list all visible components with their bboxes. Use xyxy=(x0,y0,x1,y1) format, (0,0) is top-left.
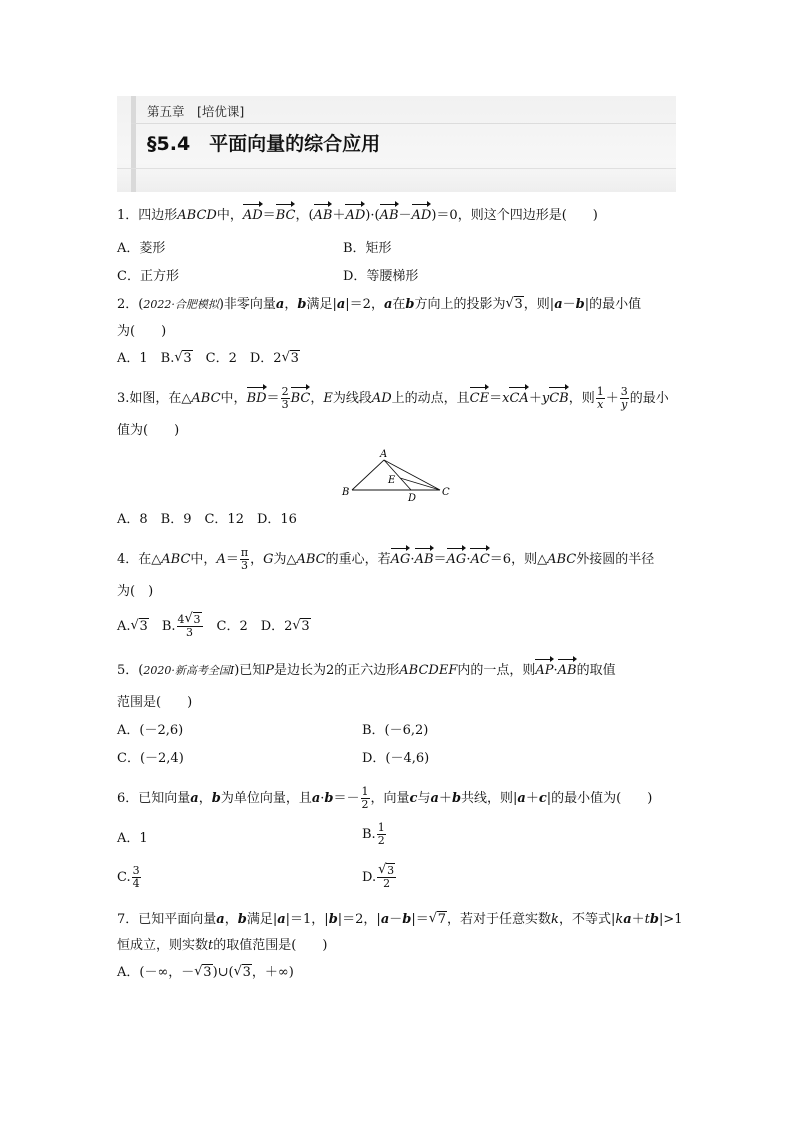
q1-option-c: C．正方形 xyxy=(117,269,179,284)
q5-source: 2020·新高考全国Ⅰ xyxy=(143,664,235,677)
q5-option-b: B．(－6,2) xyxy=(362,723,429,738)
banner-divider xyxy=(131,123,676,124)
banner-accent-bar xyxy=(131,96,136,192)
side-ba xyxy=(352,460,384,490)
q6-option-a: A．1 xyxy=(117,831,148,846)
q5-option-c: C．(－2,4) xyxy=(117,751,184,766)
label-a: A xyxy=(380,449,388,460)
q1-option-b: B．矩形 xyxy=(343,241,392,256)
q7-option-a: A．(－∞，－√ 3)∪(√ 3，＋∞) xyxy=(117,964,294,982)
question-5: 5．(2020·新高考全国Ⅰ)已知P是边长为2的正六边形ABCDEF内的一点，则AP·AB的取值 xyxy=(117,663,616,678)
question-1: 1．四边形ABCD中，AD＝BC，(AB＋AD)·(AB－AD)＝0，则这个四边形是( ) xyxy=(117,208,598,223)
q1-option-a: A．菱形 xyxy=(117,241,166,256)
banner-bottom-line xyxy=(117,168,676,169)
question-2-line2: 为( ) xyxy=(117,324,167,339)
question-4-line2: 为( ) xyxy=(117,584,154,599)
label-c: C xyxy=(442,487,450,498)
q3-options: A．8 B．9 C．12 D．16 xyxy=(117,512,297,527)
q1-option-d: D．等腰梯形 xyxy=(343,269,419,284)
question-2: 2．(2022·合肥模拟)非零向量a，b满足|a|＝2，a在b方向上的投影为√ 3，则|a－b|的最小值 xyxy=(117,296,641,314)
question-7: 7．已知平面向量a，b满足|a|＝1，|b|＝2，|a－b|＝√ 7，若对于任意实数k，不等式|ka＋tb|>1 xyxy=(117,911,683,929)
question-4: 4．在△ABC中，A＝ $\frac{\pi}{3}$ ，G为△ABC的重心，若AG·AB＝AG·AC＝6，则△ABC外接圆的半径 xyxy=(117,546,655,572)
question-3: 3.如图，在△ABC中，BD＝ $\frac{2}{3}$ BC，E为线段AD上的动点，且CE＝xCA＋yCB，则 $\frac{1}{x}$ ＋ $\frac{3}{y}$ 的最小 xyxy=(117,385,669,411)
question-5-line2: 范围是( ) xyxy=(117,695,193,710)
q5-option-d: D．(－4,6) xyxy=(362,751,430,766)
q2-source: 2022·合肥模拟 xyxy=(143,298,219,311)
chapter-banner xyxy=(117,96,676,192)
q6-option-b: B. $\frac{1}{2}$ xyxy=(362,821,385,847)
question-3-line2: 值为( ) xyxy=(117,423,180,438)
label-e: E xyxy=(388,475,396,486)
chapter-label: 第五章 [培优课] xyxy=(147,104,245,119)
q6-option-c: C. $\frac{3}{4}$ xyxy=(117,864,140,890)
label-b: B xyxy=(342,487,350,498)
label-d: D xyxy=(408,493,417,504)
q6-option-d: D. √ $\frac{3}{2}$ xyxy=(362,865,397,890)
q2-options: A．1 B.√ 3 C．2 D．2√ 3 xyxy=(117,350,300,368)
q5-option-a: A．(－2,6) xyxy=(117,723,184,738)
section-title: §5.4 平面向量的综合应用 xyxy=(147,133,381,155)
q4-options: A.√ 3 B. $\frac{4√ 3}{3}$ C．2 D．2√ 3 xyxy=(117,614,311,639)
question-7-line2: 恒成立，则实数t的取值范围是( ) xyxy=(117,938,328,953)
triangle-figure xyxy=(340,446,460,504)
question-6: 6．已知向量a，b为单位向量，且a·b＝－ $\frac{1}{2}$ ，向量c与a＋b共线，则|a＋c|的最小值为( ) xyxy=(117,785,653,811)
